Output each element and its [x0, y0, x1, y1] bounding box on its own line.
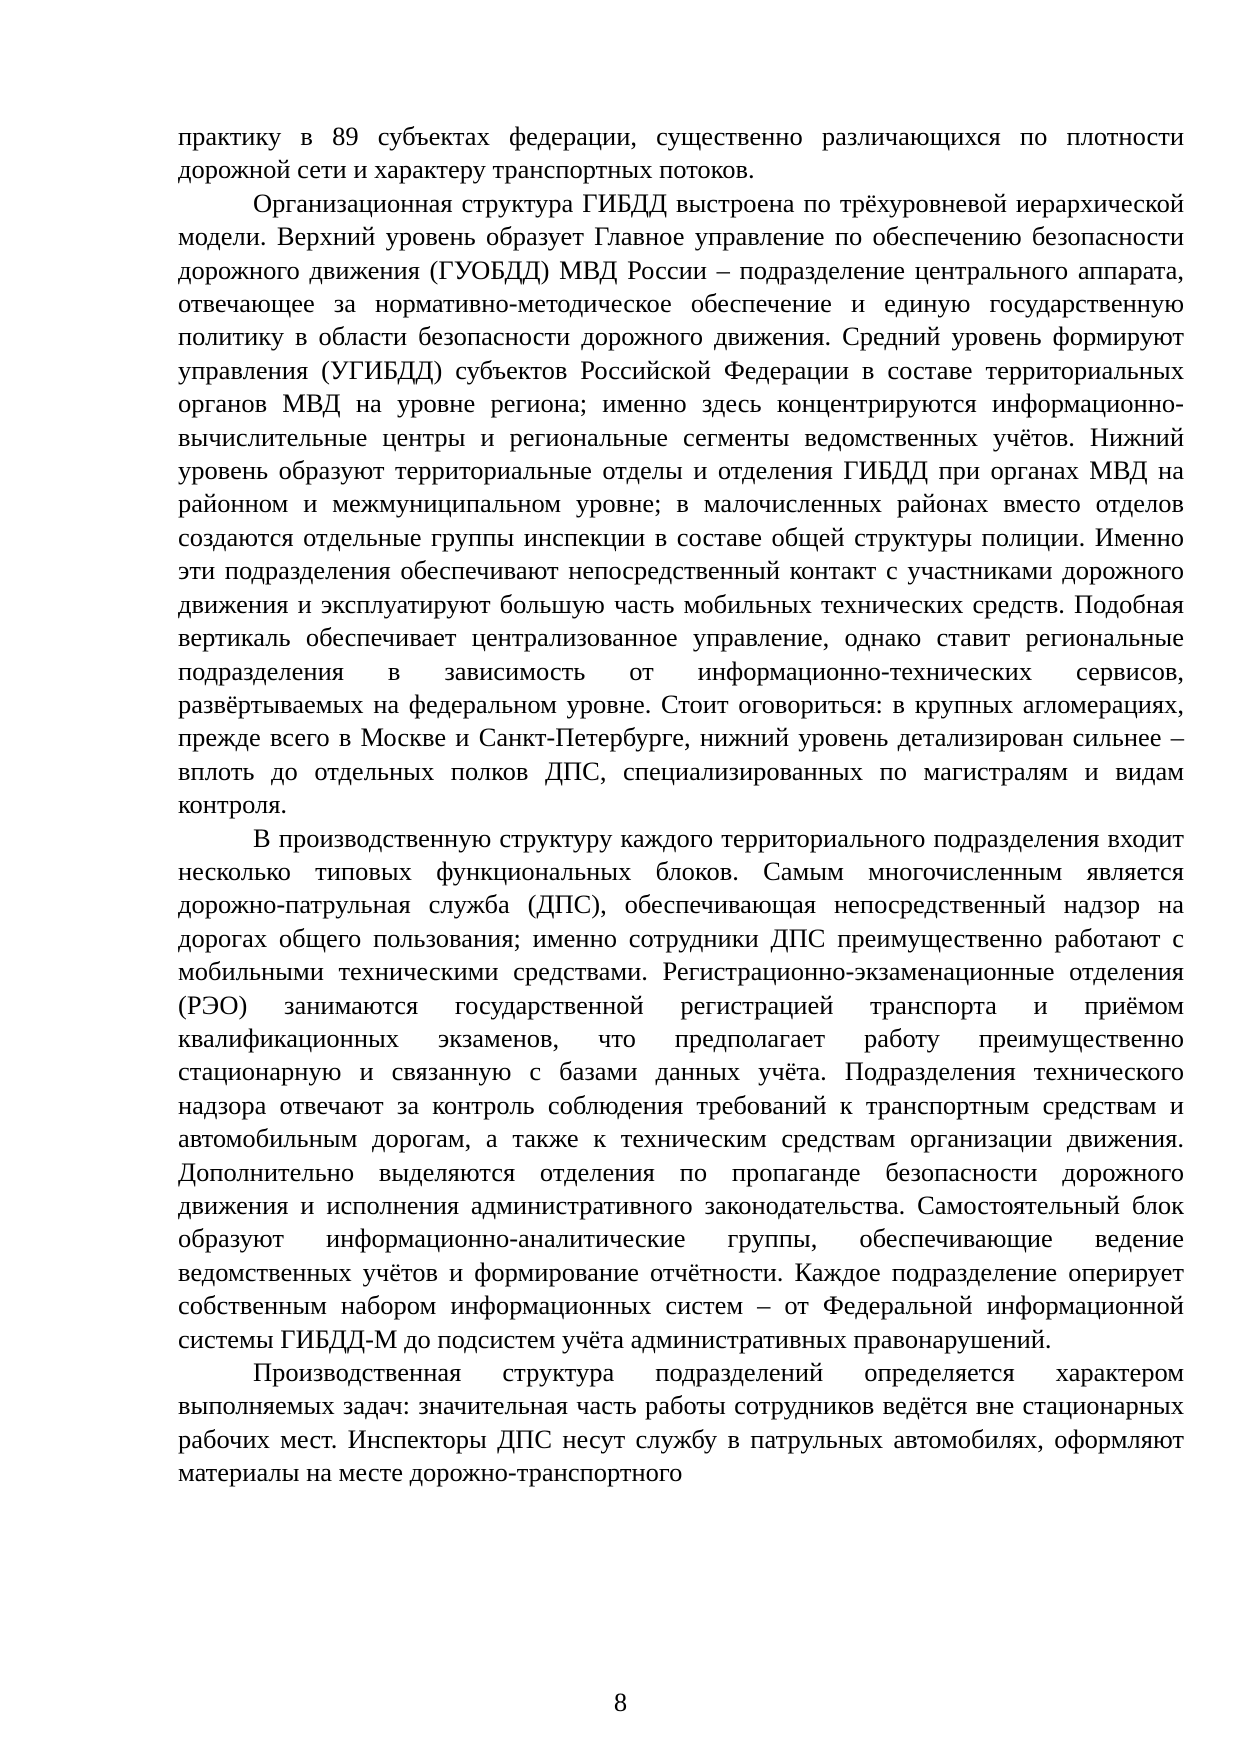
paragraph-production-structure: Производственная структура подразделений определяется характером выполняемых задач: значительная часть работы сотрудников ведётся вне стационарных рабочих мест. Инспекторы ДПС несут службу в патрульных автомобилях, оформляют материалы на месте дорожно-транспортного	[178, 1357, 1184, 1488]
paragraph-continuation: практику в 89 субъектах федерации, существенно различающихся по плотности дорожной сети и характеру транспортных потоков.	[178, 121, 1184, 185]
page-number: 8	[613, 1687, 628, 1717]
paragraph-org-structure: Организационная структура ГИБДД выстроена по трёхуровневой иерархической модели. Верхний уровень образует Главное управление по обеспечению безопасности дорожного движения (ГУОБДД) МВД России – подразделение центрального аппарата, отвечающее за нормативно-методическое обеспечение и единую государственную политику в области безопасности дорожного движения. Средний уровень формируют управления (УГИБДД) субъектов Российской Федерации в составе территориальных органов МВД на уровне региона; именно здесь концентрируются информационно-вычислительные центры и региональные сегменты ведомственных учётов. Нижний уровень образуют территориальные отделы и отделения ГИБДД при органах МВД на районном и межмуниципальном уровне; в малочисленных районах вместо отделов создаются отдельные группы инспекции в составе общей структуры полиции. Именно эти подразделения обеспечивают непосредственный контакт с участниками дорожного движения и эксплуатируют большую часть мобильных технических средств. Подобная вертикаль обеспечивает централизованное управление, однако ставит региональные подразделения в зависимость от информационно-технических сервисов, развёртываемых на федеральном уровне. Стоит оговориться: в крупных агломерациях, прежде всего в Москве и Санкт-Петербурге, нижний уровень детализирован сильнее – вплоть до отдельных полков ДПС, специализированных по магистралям и видам контроля.	[178, 187, 1184, 820]
body-text	[178, 120, 1184, 1490]
paragraph-functional-blocks: В производственную структуру каждого территориального подразделения входит несколько типовых функциональных блоков. Самым многочисленным является дорожно-патрульная служба (ДПС), обеспечивающая непосредственный надзор на дорогах общего пользования; именно сотрудники ДПС преимущественно работают с мобильными техническими средствами. Регистрационно-экзаменационные отделения (РЭО) занимаются государственной регистрацией транспорта и приёмом квалификационных экзаменов, что предполагает работу преимущественно стационарную и связанную с базами данных учёта. Подразделения технического надзора отвечают за контроль соблюдения требований к транспортным средствам и автомобильным дорогам, а также к техническим средствам организации движения. Дополнительно выделяются отделения по пропаганде безопасности дорожного движения и исполнения административного законодательства. Самостоятельный блок образуют информационно-аналитические группы, обеспечивающие ведение ведомственных учётов и формирование отчётности. Каждое подразделение оперирует собственным набором информационных систем – от Федеральной информационной системы ГИБДД-М до подсистем учёта административных правонарушений.	[178, 822, 1184, 1354]
